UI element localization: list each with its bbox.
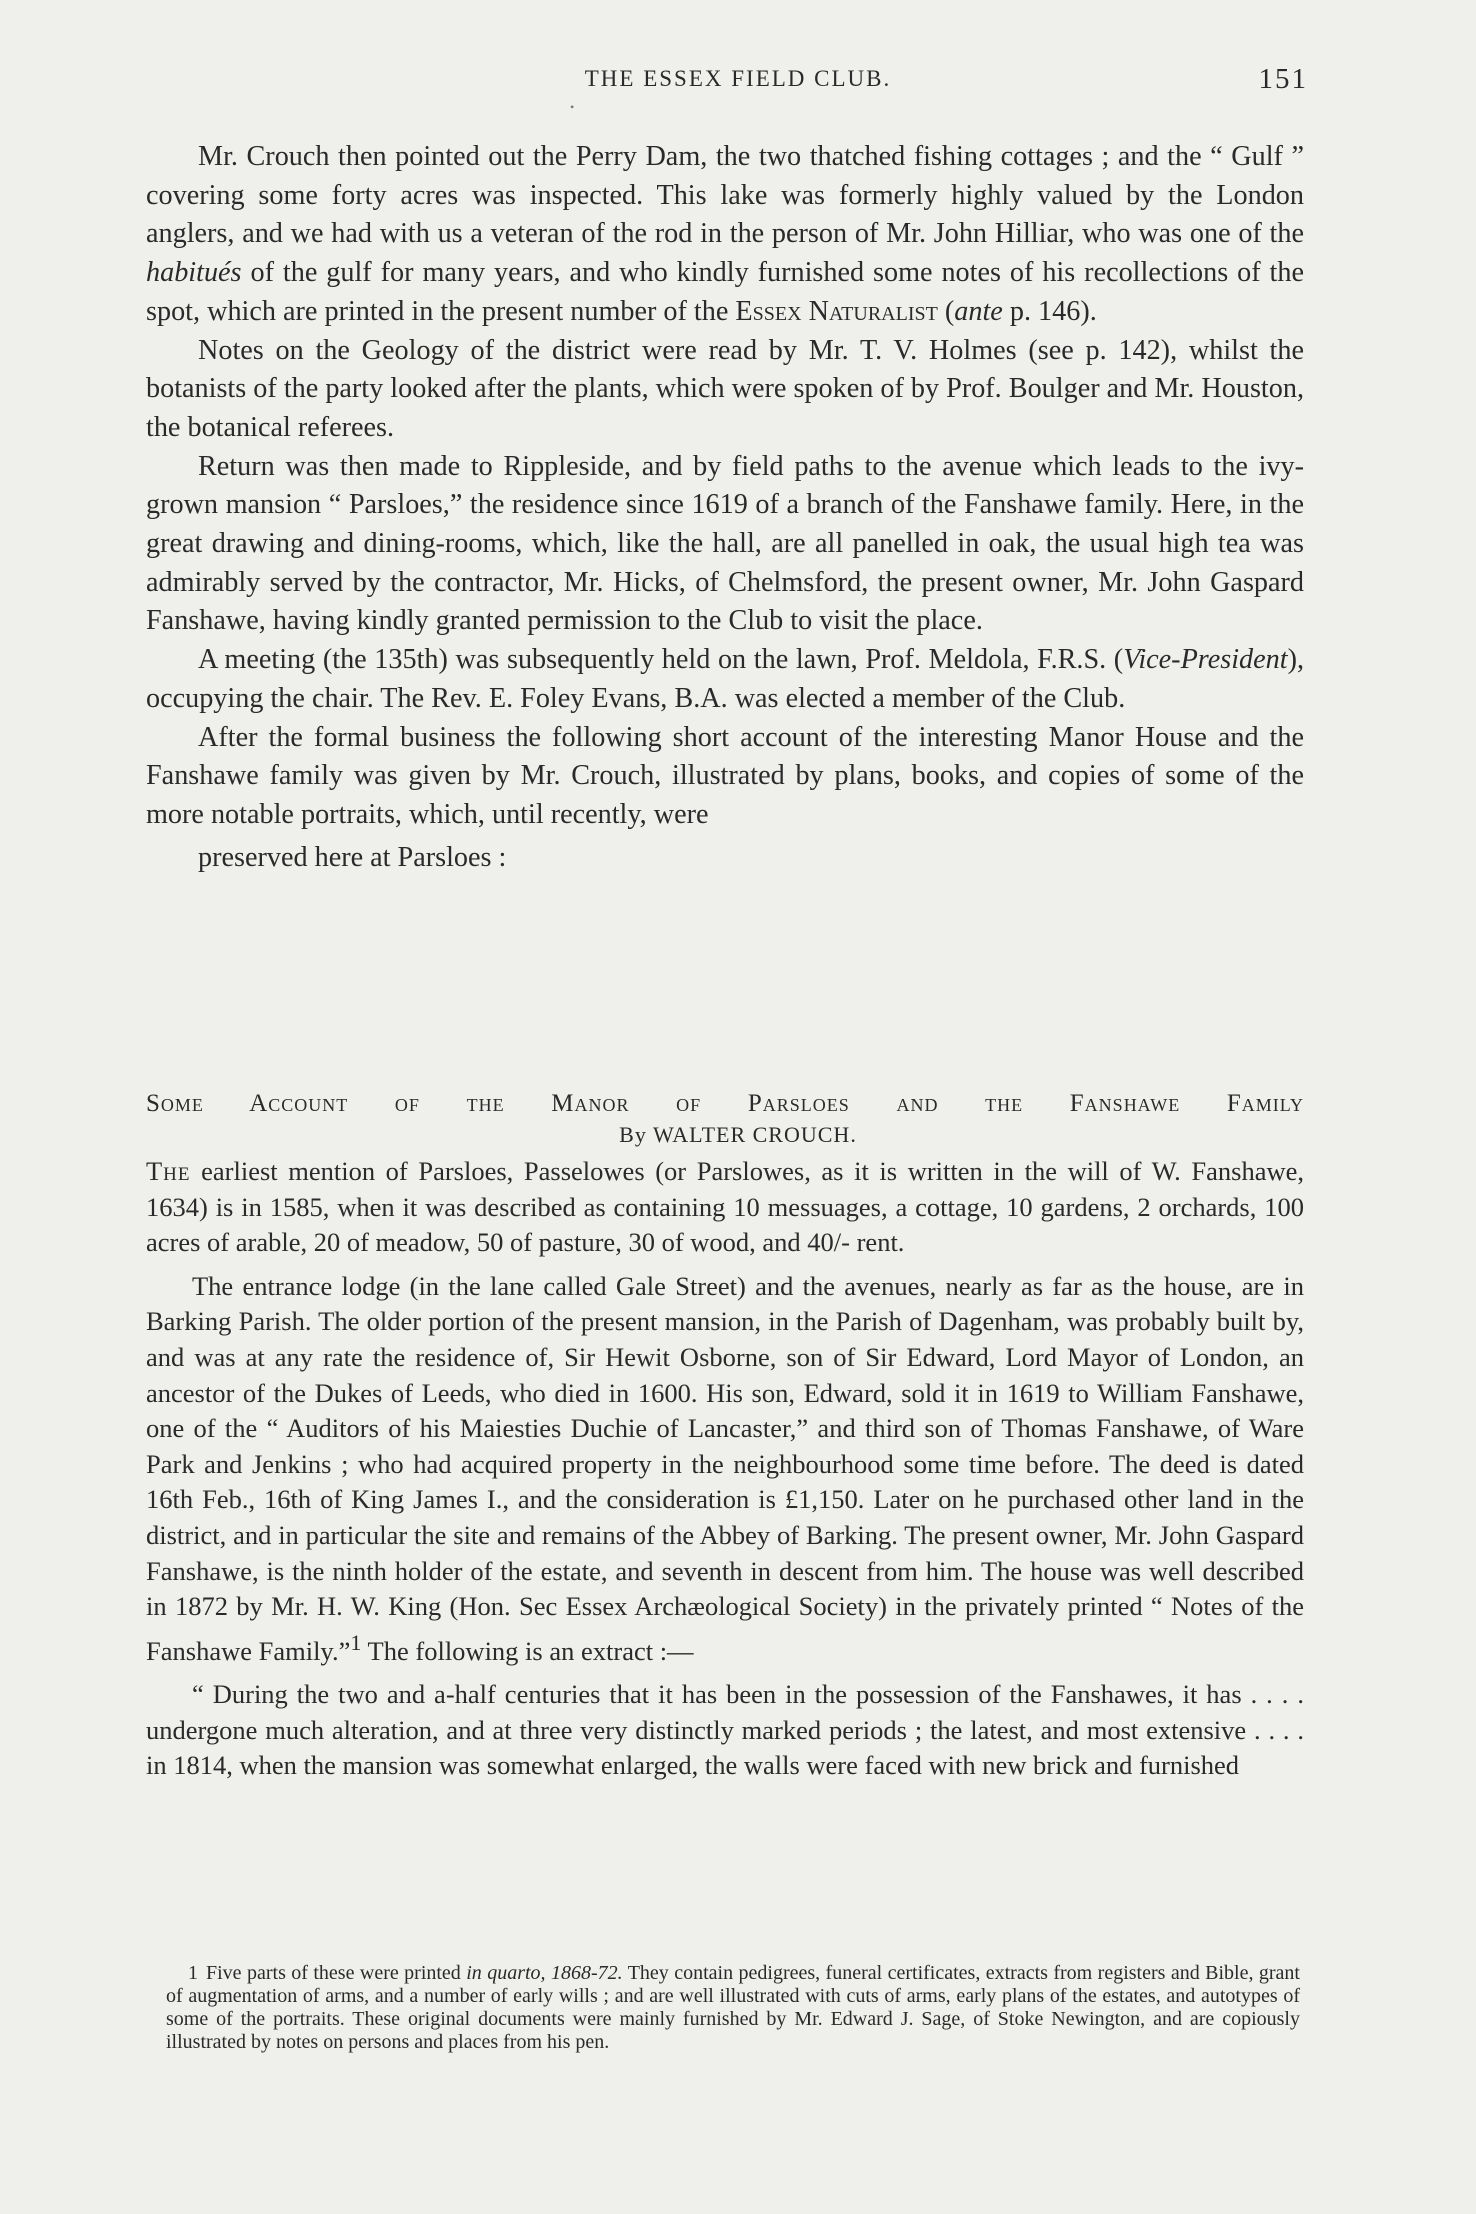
footnote-mark: 1 bbox=[188, 1962, 198, 1984]
paragraph: After the formal business the following short account of the interesting Manor House and the Fanshawe family was given by Mr. Crouch, illustrated by plans, books, and copies of some of the more notable portraits, which, until recently, were bbox=[146, 721, 1304, 830]
running-header bbox=[0, 63, 1476, 114]
page-number: 151 bbox=[1258, 63, 1308, 95]
article-heading: Some Account of the Manor of Parsloes and the Fanshawe Family bbox=[146, 1090, 1304, 1117]
article-body bbox=[146, 1154, 1304, 1784]
meeting-report bbox=[146, 138, 1304, 877]
paragraph: A meeting (the 135th) was subsequently held on the lawn, Prof. Meldola, F.R.S. (Vice-President), occupying the chair. The Rev. E. Foley Evans, B.A. was elected a member of the Club. bbox=[146, 644, 1304, 714]
paragraph: Notes on the Geology of the district were read by Mr. T. V. Holmes (see p. 142), whilst the botanists of the party looked after the plants, which were spoken of by Prof. Boulger and Mr. Houston, the botanical referees. bbox=[146, 334, 1304, 443]
footnote-ref: 1 bbox=[350, 1629, 362, 1655]
footnote: 1 Five parts of these were printed in quarto, 1868-72. They contain pedigrees, funeral certificates, extracts from registers and Bible, grant of augmentation of arms, and a number of early wills ; and are well illustrated with cuts of arms, early plans of the estates, and autotypes of some of the portraits. These original documents were mainly furnished by Mr. Edward J. Sage, of Stoke Newington, and are copiously illustrated by notes on persons and places from his pen. bbox=[166, 1962, 1300, 2053]
paragraph-end: preserved here at Parsloes : bbox=[198, 841, 507, 873]
paragraph: Return was then made to Rippleside, and by field paths to the avenue which leads to the ivy-grown mansion “ Parsloes,” the residence since 1619 of a branch of the Fanshawe family. Here, in the great drawing and dining-rooms, which, like the hall, are all panelled in oak, the usual high tea was admirably served by the contractor, Mr. Hicks, of Chelmsford, the present owner, Mr. John Gaspard Fanshawe, having kindly granted permission to the Club to visit the place. bbox=[146, 450, 1304, 637]
paragraph: “ During the two and a-half centuries that it has been in the possession of the Fanshawes, it has . . . . undergone much alteration, and at three very distinctly marked periods ; the latest, and most extensive . . . . in 1814, when the mansion was somewhat enlarged, the walls were faced with new brick and furnished bbox=[146, 1679, 1304, 1781]
paragraph: The entrance lodge (in the lane called Gale Street) and the avenues, nearly as far as the house, are in Barking Parish. The older portion of the present mansion, in the Parish of Dagenham, was probably built by, and was at any rate the residence of, Sir Hewit Osborne, son of Sir Edward, Lord Mayor of London, an ancestor of the Dukes of Leeds, who died in 1600. His son, Edward, sold it in 1619 to William Fanshawe, one of the “ Auditors of his Maiesties Duchie of Lancaster,” and third son of Thomas Fanshawe, of Ware Park and Jenkins ; who had acquired property in the neighbourhood some time before. The deed is dated 16th Feb., 16th of King James I., and the consideration is £1,150. Later on he purchased other land in the district, and in particular the site and remains of the Abbey of Barking. The present owner, Mr. John Gaspard Fanshawe, is the ninth holder of the estate, and seventh in descent from him. The house was well described in 1872 by Mr. H. W. King (Hon. Sec Essex Archæological Society) in the privately printed “ Notes of the Fanshawe Family.”$^1$ The following is an extract :— bbox=[146, 1270, 1304, 1666]
paragraph: Mr. Crouch then pointed out the Perry Dam, the two thatched fishing cottages ; and the “ Gulf ” covering some forty acres was inspected. This lake was formerly highly valued by the London anglers, and we had with us a veteran of the rod in the person of Mr. John Hilliar, who was one of the habitués of the gulf for many years, and who kindly furnished some notes of his recollections of the spot, which are printed in the present number of the Essex Naturalist (ante p. 146). bbox=[146, 141, 1304, 327]
running-title: THE ESSEX FIELD CLUB. bbox=[584, 66, 892, 91]
ornament-dot: • bbox=[570, 100, 575, 114]
paragraph: The earliest mention of Parsloes, Passelowes (or Parslowes, as it is written in the will of W. Fanshawe, 1634) is in 1585, when it was described as containing 10 messuages, a cottage, 10 gardens, 2 orchards, 100 acres of arable, 20 of meadow, 50 of pasture, 30 of wood, and 40/- rent. bbox=[146, 1156, 1304, 1258]
article-byline: By WALTER CROUCH. bbox=[619, 1122, 857, 1147]
